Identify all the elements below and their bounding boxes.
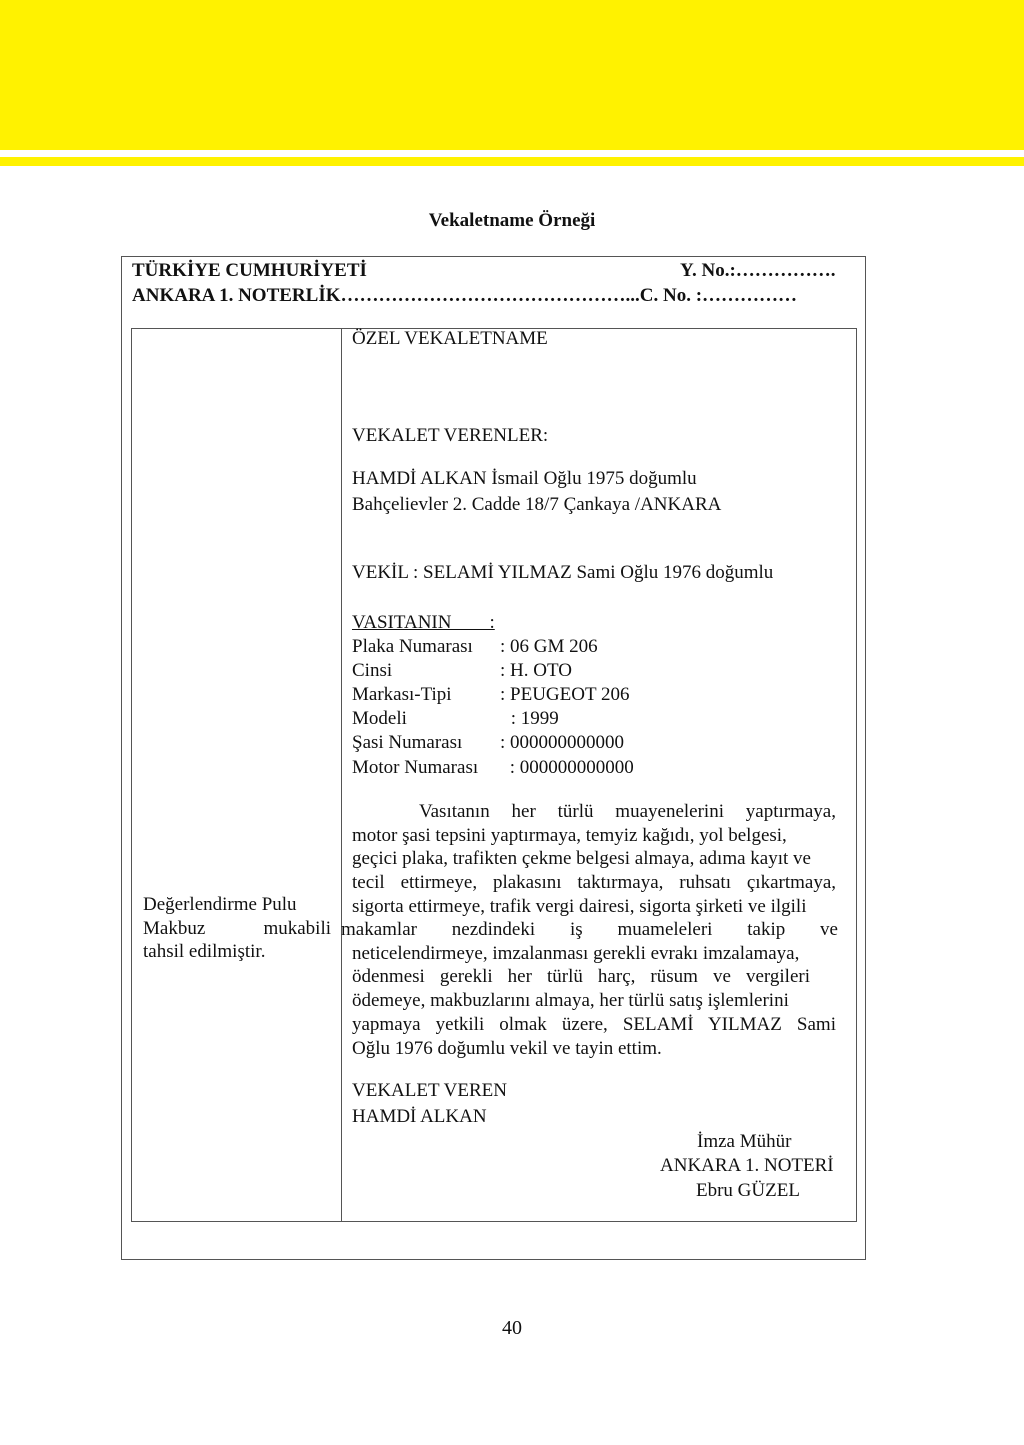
vehicle-field-value: : 000000000000 [500, 732, 625, 753]
header-notary-line: ANKARA 1. NOTERLİK………………………………………...C. No. :…………… [132, 285, 798, 306]
vehicle-field-value: : 1999 [506, 708, 559, 729]
paragraph-line: sigorta ettirmeye, trafik vergi dairesi, sigorta şirketi ve ilgili [352, 896, 807, 917]
paragraph-line: Vasıtanın her türlü muayenelerini yaptırmaya, [419, 801, 836, 822]
vehicle-field-label: Markası-Tipi [352, 684, 452, 705]
notary-name: Ebru GÜZEL [696, 1180, 800, 1201]
notary-office: ANKARA 1. NOTERİ [660, 1155, 834, 1176]
sign-name: HAMDİ ALKAN [352, 1106, 487, 1127]
yellow-rule [0, 157, 1024, 166]
left-note-line: Değerlendirme Pulu [143, 894, 297, 915]
paragraph-line: motor şasi tepsini yaptırmaya, temyiz kağıdı, yol belgesi, [352, 825, 787, 846]
header-y-no: Y. No.:……………. [680, 260, 836, 281]
vehicle-field-label: Cinsi [352, 660, 393, 681]
page-number: 40 [502, 1317, 522, 1339]
paragraph-line: Oğlu 1976 doğumlu vekil ve tayin ettim. [352, 1038, 662, 1059]
verenler-label: VEKALET VERENLER: [352, 425, 549, 446]
vehicle-field-value: : 06 GM 206 [500, 636, 598, 657]
paragraph-line: ödenmesi gerekli her türlü harç, rüsum ve vergileri [352, 966, 810, 987]
vehicle-field-value: : PEUGEOT 206 [500, 684, 630, 705]
paragraph-line: yapmaya yetkili olmak üzere, SELAMİ YILMAZ Sami [352, 1014, 836, 1035]
paragraph-line: neticelendirmeye, imzalanması gerekli evrakı imzalamaya, [352, 943, 800, 964]
vehicle-field-label: Motor Numarası [352, 757, 479, 778]
vekil-line: VEKİL : SELAMİ YILMAZ Sami Oğlu 1976 doğumlu [352, 562, 774, 583]
paragraph-line: geçici plaka, trafikten çekme belgesi almaya, adıma kayıt ve [352, 848, 811, 869]
paragraph-line: ödemeye, makbuzlarını almaya, her türlü satış işlemlerini [352, 990, 789, 1011]
vehicle-field-label: Modeli [352, 708, 407, 729]
vehicle-field-value: : 000000000000 [505, 757, 634, 778]
vehicle-field-value: : H. OTO [500, 660, 572, 681]
notary-stamp-label: İmza Mühür [697, 1131, 792, 1152]
vehicle-field-label: Plaka Numarası [352, 636, 473, 657]
sign-label: VEKALET VEREN [352, 1080, 507, 1101]
page-title: Vekaletname Örneği [428, 210, 596, 231]
paragraph-line: makamlar nezdindeki iş muameleleri takip ve [341, 919, 838, 940]
column-divider [341, 328, 342, 1222]
vasita-label: VASITANIN : [352, 612, 495, 633]
paragraph-line: tecil ettirmeye, plakasını taktırmaya, ruhsatı çıkartmaya, [352, 872, 836, 893]
yellow-header-band [0, 0, 1024, 150]
left-note-line: tahsil edilmiştir. [143, 941, 266, 962]
veren-address: Bahçelievler 2. Cadde 18/7 Çankaya /ANKARA [352, 494, 722, 515]
vehicle-field-label: Şasi Numarası [352, 732, 463, 753]
header-republic: TÜRKİYE CUMHURİYETİ [132, 260, 367, 281]
left-note-line: Makbuz mukabili [143, 918, 331, 939]
doc-heading: ÖZEL VEKALETNAME [352, 328, 548, 349]
veren-info: HAMDİ ALKAN İsmail Oğlu 1975 doğumlu [352, 468, 697, 489]
